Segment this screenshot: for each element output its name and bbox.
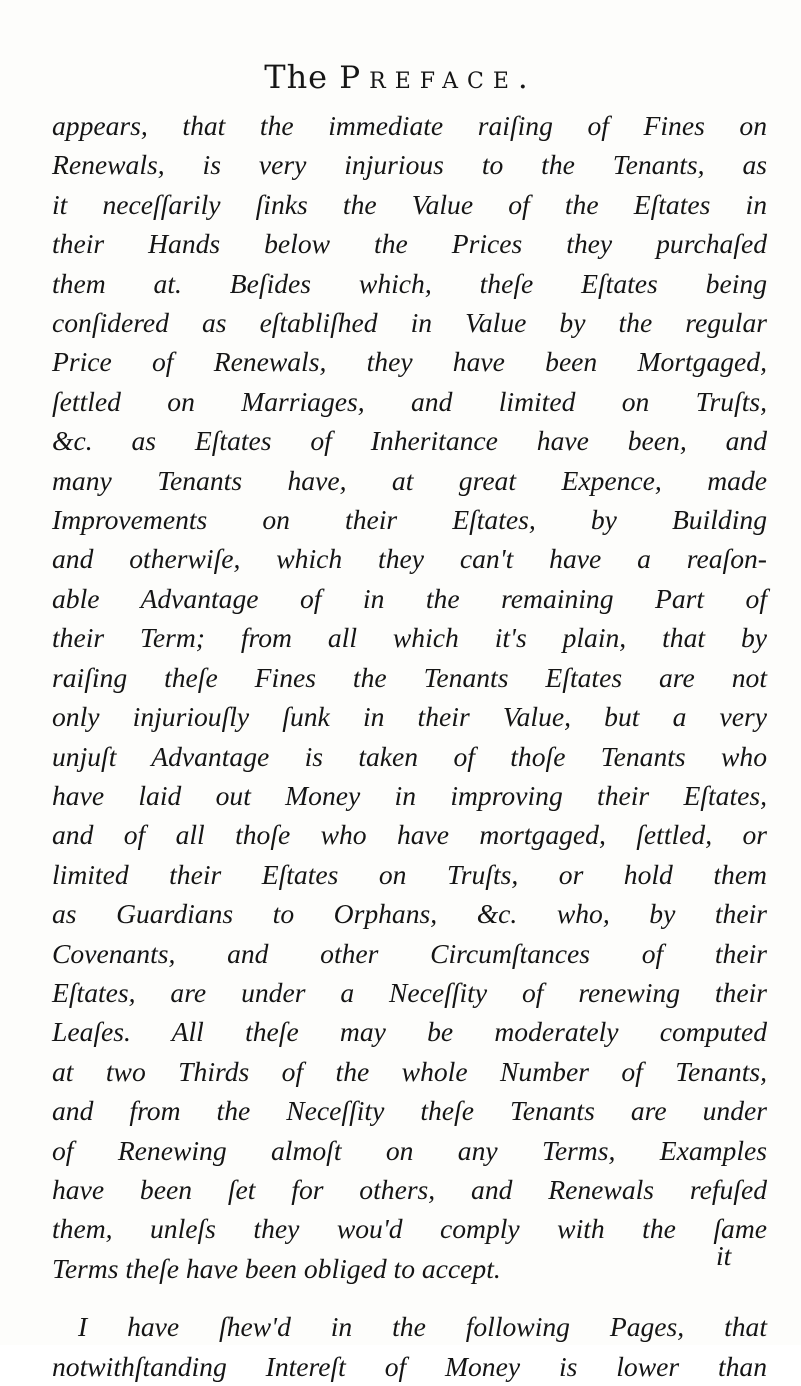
text-line: limited their Eſtates on Truſts, or hold them <box>52 858 767 890</box>
text-line: as Guardians to Orphans, &c. who, by their <box>52 898 767 930</box>
body-text <box>52 106 767 1386</box>
text-line: Terms theſe have been obliged to accept. <box>52 1252 501 1284</box>
running-head-title: Preface. <box>339 60 537 96</box>
text-line: have laid out Money in improving their Eſtates, <box>52 779 767 811</box>
text-line: have been ſet for others, and Renewals refuſed <box>52 1173 767 1205</box>
text-line: Covenants, and other Circumſtances of their <box>52 937 767 969</box>
text-line: at two Thirds of the whole Number of Tenants, <box>52 1055 767 1087</box>
text-line: many Tenants have, at great Expence, made <box>52 464 767 496</box>
paragraph-gap <box>52 1288 767 1307</box>
running-head-article: The <box>264 58 329 96</box>
running-head <box>0 58 801 96</box>
paragraph-1 <box>52 106 767 1288</box>
text-line: able Advantage of in the remaining Part of <box>52 582 767 614</box>
text-line: Leaſes. All theſe may be moderately computed <box>52 1016 767 1048</box>
paragraph-2 <box>52 1307 767 1386</box>
text-line: their Hands below the Prices they purchaſed <box>52 228 767 260</box>
text-line: their Term; from all which it's plain, that by <box>52 622 767 654</box>
text-line: and otherwiſe, which they can't have a reaſon- <box>52 543 767 575</box>
catchword: it <box>716 1240 732 1271</box>
text-line: notwithſtanding Intereſt of Money is lower than <box>52 1350 767 1382</box>
text-line: of Renewing almoſt on any Terms, Examples <box>52 1134 767 1166</box>
text-line: Renewals, is very injurious to the Tenants, as <box>52 149 767 181</box>
text-line: and of all thoſe who have mortgaged, ſettled, or <box>52 819 767 851</box>
text-line: unjuſt Advantage is taken of thoſe Tenants who <box>52 740 767 772</box>
text-line: conſidered as eſtabliſhed in Value by the regular <box>52 307 767 339</box>
text-line: &c. as Eſtates of Inheritance have been, and <box>52 425 767 457</box>
text-line: appears, that the immediate raiſing of Fines on <box>52 110 767 141</box>
text-line: ſettled on Marriages, and limited on Truſts, <box>52 385 767 417</box>
text-line: I have ſhew'd in the following Pages, that <box>78 1311 767 1343</box>
text-line: and from the Neceſſity theſe Tenants are under <box>52 1095 767 1127</box>
text-line: them, unleſs they wou'd comply with the ſame <box>52 1213 767 1245</box>
text-line: Price of Renewals, they have been Mortgaged, <box>52 346 767 378</box>
text-line: Improvements on their Eſtates, by Building <box>52 504 767 536</box>
text-line: raiſing theſe Fines the Tenants Eſtates are not <box>52 661 767 693</box>
text-line: it neceſſarily ſinks the Value of the Eſtates in <box>52 188 767 220</box>
text-line: only injuriouſly ſunk in their Value, but a very <box>52 701 767 733</box>
text-line: them at. Beſides which, theſe Eſtates being <box>52 267 767 299</box>
text-line: Eſtates, are under a Neceſſity of renewing their <box>52 976 767 1008</box>
